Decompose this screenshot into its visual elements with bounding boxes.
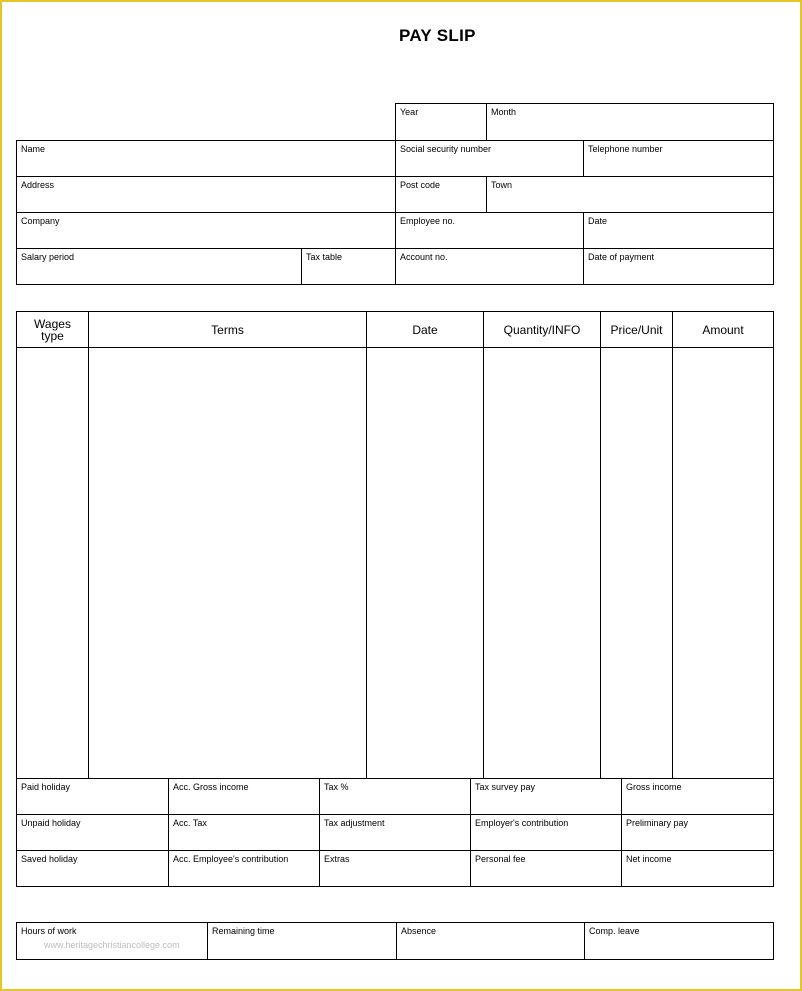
tax-survey-pay-field[interactable]: Tax survey pay	[470, 778, 622, 815]
social-security-field[interactable]: Social security number	[395, 140, 584, 177]
preliminary-pay-field[interactable]: Preliminary pay	[621, 814, 774, 851]
extras-field[interactable]: Extras	[319, 850, 471, 887]
column-header-wages-type: Wages type	[16, 311, 89, 348]
remaining-time-field[interactable]: Remaining time	[207, 922, 397, 960]
column-body-terms[interactable]	[88, 347, 367, 779]
tax-adjustment-field[interactable]: Tax adjustment	[319, 814, 471, 851]
gross-income-field[interactable]: Gross income	[621, 778, 774, 815]
comp-leave-field[interactable]: Comp. leave	[584, 922, 774, 960]
personal-fee-field[interactable]: Personal fee	[470, 850, 622, 887]
document-title: PAY SLIP	[399, 26, 476, 45]
paid-holiday-field[interactable]: Paid holiday	[16, 778, 169, 815]
address-field[interactable]: Address	[16, 176, 396, 213]
column-header-quantity-info: Quantity/INFO	[483, 311, 601, 348]
column-header-price-unit: Price/Unit	[600, 311, 673, 348]
column-header-amount: Amount	[672, 311, 774, 348]
column-body-amount[interactable]	[672, 347, 774, 779]
column-body-quantity-info[interactable]	[483, 347, 601, 779]
column-header-date: Date	[366, 311, 484, 348]
year-field[interactable]: Year	[395, 103, 487, 141]
net-income-field[interactable]: Net income	[621, 850, 774, 887]
column-body-wages-type[interactable]	[16, 347, 89, 779]
acc-gross-income-field[interactable]: Acc. Gross income	[168, 778, 320, 815]
date-of-payment-field[interactable]: Date of payment	[583, 248, 774, 285]
town-field[interactable]: Town	[486, 176, 774, 213]
acc-employee-contribution-field[interactable]: Acc. Employee's contribution	[168, 850, 320, 887]
unpaid-holiday-field[interactable]: Unpaid holiday	[16, 814, 169, 851]
acc-tax-field[interactable]: Acc. Tax	[168, 814, 320, 851]
account-no-field[interactable]: Account no.	[395, 248, 584, 285]
tax-table-field[interactable]: Tax table	[301, 248, 396, 285]
telephone-field[interactable]: Telephone number	[583, 140, 774, 177]
watermark-text: www.heritagechristiancollege.com	[44, 940, 180, 950]
hours-of-work-field[interactable]: Hours of work	[16, 922, 208, 960]
salary-period-field[interactable]: Salary period	[16, 248, 302, 285]
column-body-price-unit[interactable]	[600, 347, 673, 779]
month-field[interactable]: Month	[486, 103, 774, 141]
post-code-field[interactable]: Post code	[395, 176, 487, 213]
saved-holiday-field[interactable]: Saved holiday	[16, 850, 169, 887]
company-field[interactable]: Company	[16, 212, 396, 249]
absence-field[interactable]: Absence	[396, 922, 585, 960]
employee-no-field[interactable]: Employee no.	[395, 212, 584, 249]
employer-contribution-field[interactable]: Employer's contribution	[470, 814, 622, 851]
column-body-date[interactable]	[366, 347, 484, 779]
column-header-terms: Terms	[88, 311, 367, 348]
name-field[interactable]: Name	[16, 140, 396, 177]
date-field[interactable]: Date	[583, 212, 774, 249]
tax-percent-field[interactable]: Tax %	[319, 778, 471, 815]
